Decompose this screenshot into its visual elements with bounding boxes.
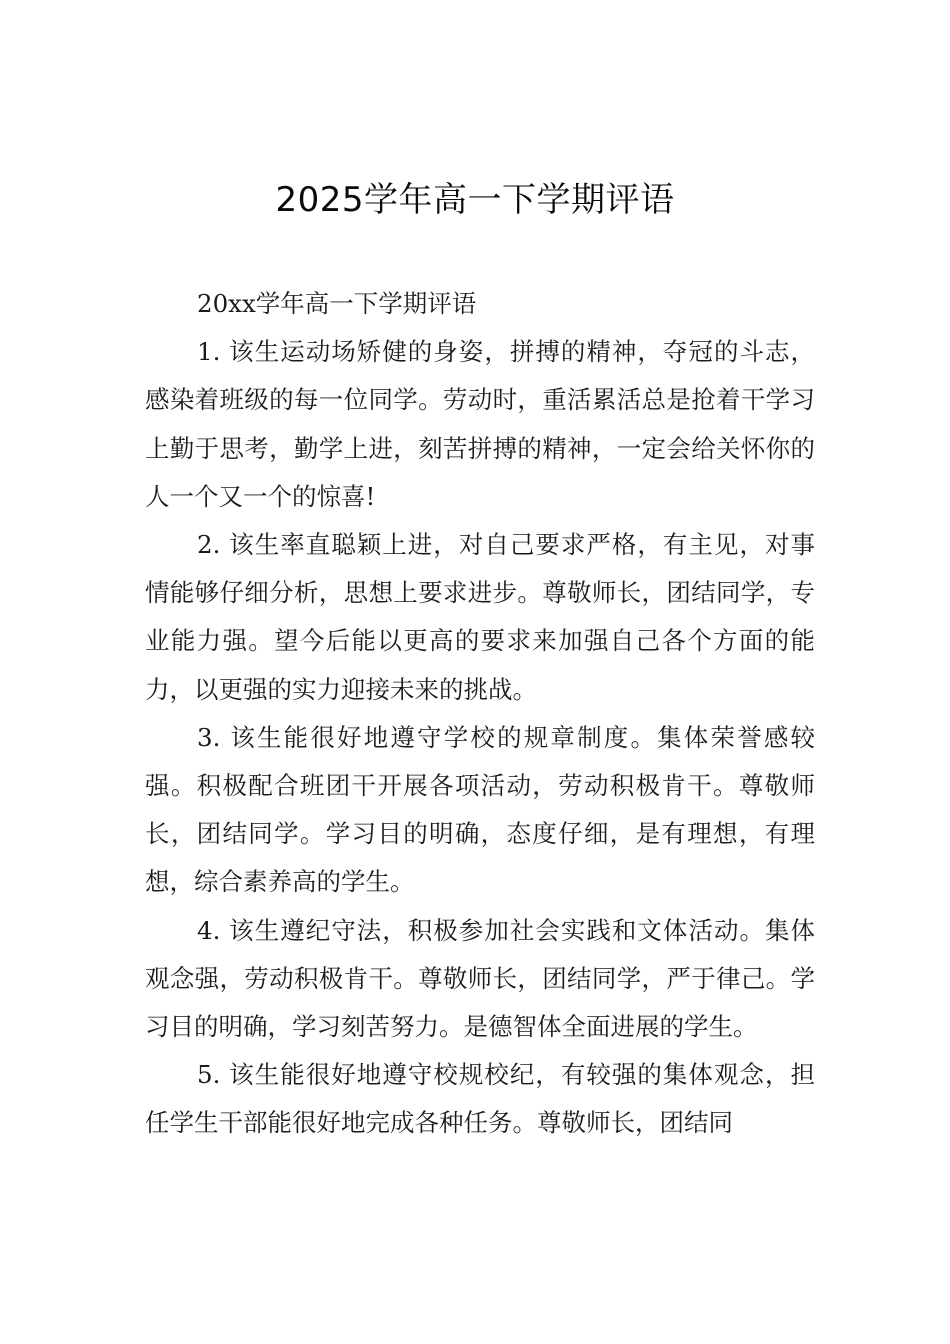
comment-paragraph-1: 1. 该生运动场矫健的身姿，拼搏的精神，夺冠的斗志，感染着班级的每一位同学。劳动时，重活累活总是抢着干学习上勤于思考，勤学上进，刻苦拼搏的精神，一定会给关怀你的人一个又一个的惊喜! [145, 337, 815, 511]
comment-paragraph-4: 4. 该生遵纪守法，积极参加社会实践和文体活动。集体观念强，劳动积极肯干。尊敬师长，团结同学，严于律己。学习目的明确，学习刻苦努力。是德智体全面进展的学生。 [145, 915, 815, 1042]
comment-paragraph-3: 3. 该生能很好地遵守学校的规章制度。集体荣誉感较强。积极配合班团干开展各项活动，劳动积极肯干。尊敬师长，团结同学。学习目的明确，态度仔细，是有理想，有理想，综合素养高的学生。 [145, 722, 815, 897]
subtitle-paragraph: 20xx学年高一下学期评语 [197, 289, 477, 318]
document-title: 2025学年高一下学期评语 [275, 180, 675, 220]
comment-paragraph-2: 2. 该生率直聪颖上进，对自己要求严格，有主见，对事情能够仔细分析，思想上要求进步。尊敬师长，团结同学，专业能力强。望今后能以更高的要求来加强自己各个方面的能力，以更强的实力迎接未来的挑战。 [145, 530, 815, 704]
document-body [145, 280, 815, 1148]
comment-paragraph-5: 5. 该生能很好地遵守校规校纪，有较强的集体观念，担任学生干部能很好地完成各种任务。尊敬师长，团结同 [145, 1060, 815, 1138]
